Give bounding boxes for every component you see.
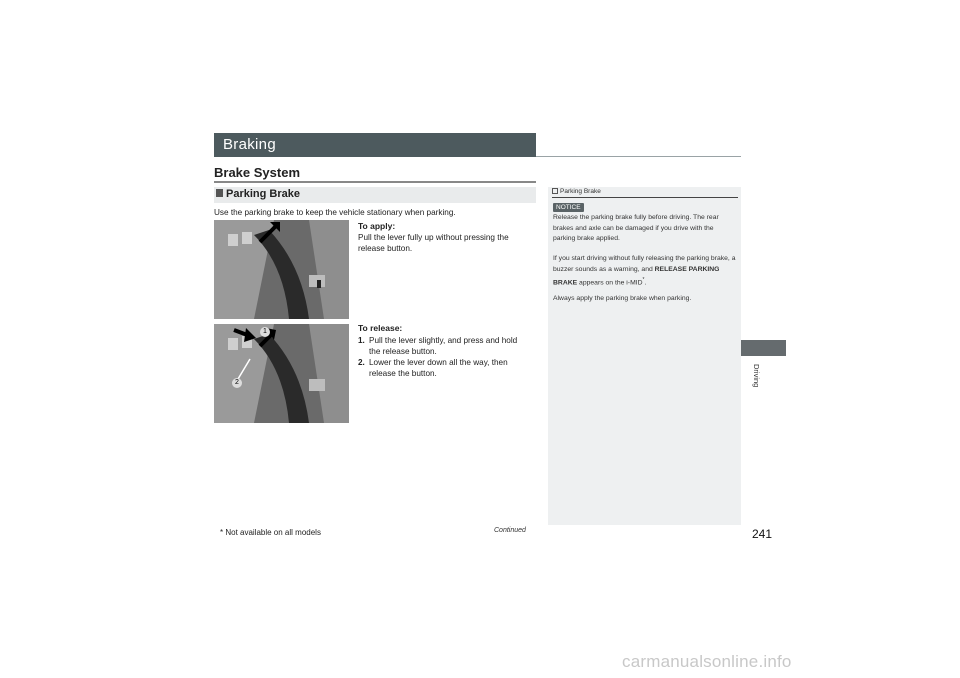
release-step-2	[358, 357, 538, 379]
continued-label: Continued	[494, 527, 526, 534]
title-rule	[214, 181, 536, 183]
header-divider	[536, 156, 741, 157]
footnote: * Not available on all models	[220, 528, 321, 537]
paragraph2-end: .	[644, 279, 647, 287]
paragraph2-pre: If you start driving without fully releasing the parking brake, a buzzer sounds as a warning, and	[553, 255, 736, 273]
callout-1: 1	[260, 327, 270, 337]
step-text: Lower the lever down all the way, then release the button.	[369, 358, 508, 378]
subsection-title: Parking Brake	[226, 188, 300, 200]
paragraph2-post: appears on the i-MID	[577, 279, 643, 287]
photo-release-brake	[214, 324, 349, 423]
subsection-heading	[216, 188, 300, 200]
sidebar-paragraph-1: Release the parking brake fully before driving. The rear brakes and axle can be damaged if you drive with the parking brake applied.	[553, 214, 719, 242]
section-title: Braking	[214, 133, 536, 157]
watermark: carmanualsonline.info	[622, 652, 792, 671]
release-step-1	[358, 335, 538, 357]
page-title: Brake System	[214, 165, 300, 180]
apply-heading: To apply:	[358, 221, 396, 231]
paragraph2-bold: RELEASE PARKING BRAKE	[553, 265, 720, 287]
step-text: Pull the lever slightly, and press and hold the release button.	[369, 336, 518, 356]
chapter-tab-label: Driving	[752, 364, 761, 388]
photo-apply-brake	[214, 220, 349, 319]
chapter-tab	[741, 340, 786, 356]
apply-text: Pull the lever fully up without pressing the release button.	[358, 233, 509, 253]
sidebar-rule	[552, 197, 738, 198]
sidebar-paragraph-2	[553, 254, 736, 289]
subsection-marker-icon	[216, 189, 223, 197]
sidebar-reference	[552, 188, 601, 195]
sidebar-paragraph-3: Always apply the parking brake when parking.	[553, 295, 692, 302]
reference-icon	[552, 188, 558, 194]
paragraph2-asterisk: *	[642, 277, 645, 283]
step-number: 2.	[358, 358, 365, 367]
step-number: 1.	[358, 336, 365, 345]
callout-2: 2	[232, 378, 242, 388]
notice-badge: NOTICE	[553, 203, 584, 212]
release-heading: To release:	[358, 323, 403, 333]
intro-text: Use the parking brake to keep the vehicle stationary when parking.	[214, 208, 456, 217]
sidebar-ref-title: Parking Brake	[560, 188, 601, 195]
page-number: 241	[752, 527, 773, 541]
